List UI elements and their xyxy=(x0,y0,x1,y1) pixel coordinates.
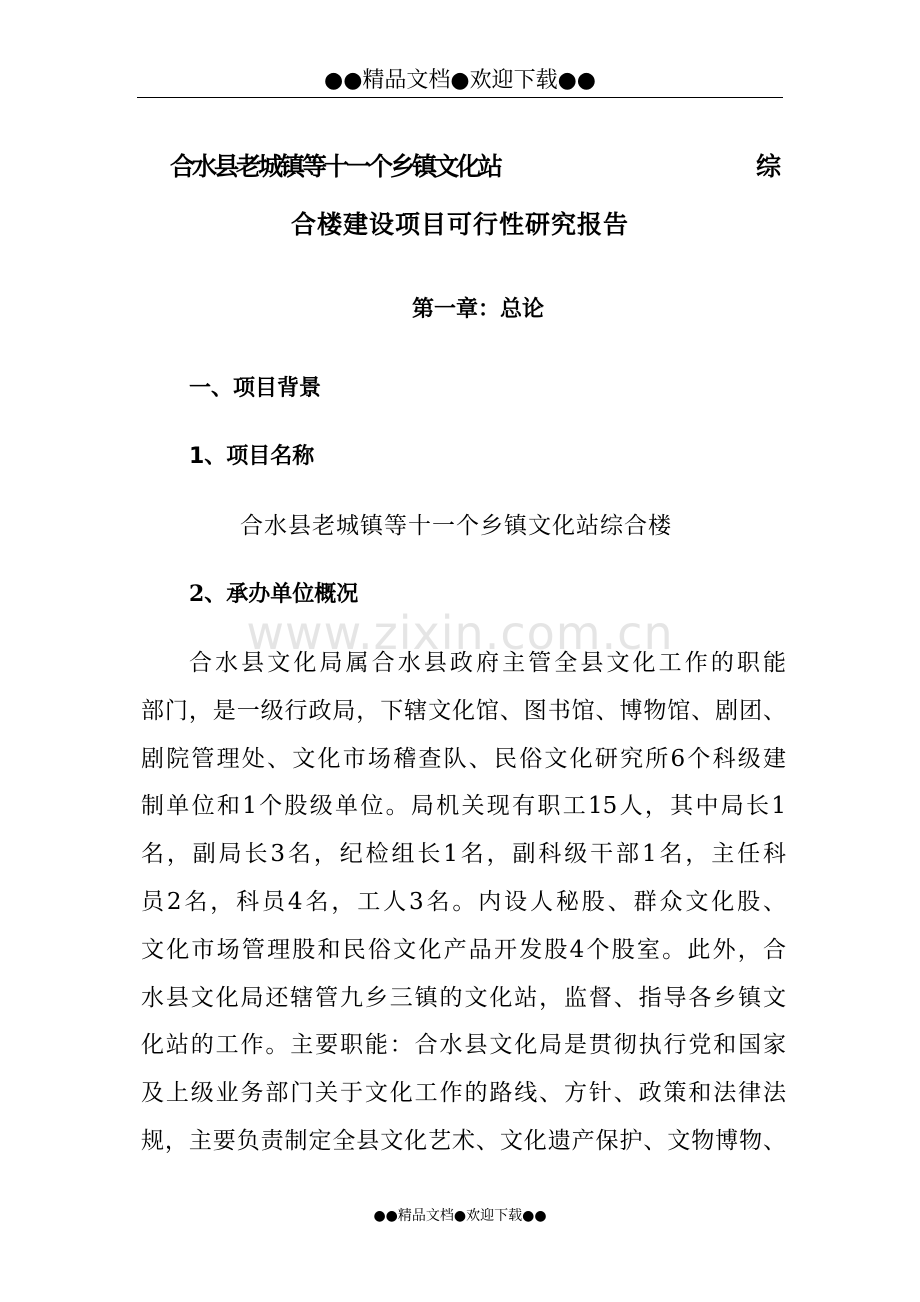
document-title-line1: 合水县老城镇等十一个乡镇文化站 xyxy=(170,152,501,181)
paragraph-line: 规，主要负责制定全县文化艺术、文化遗产保护、文物博物、 xyxy=(141,1127,786,1154)
watermark: www.zixin.com.cn xyxy=(246,606,674,660)
paragraph-line: 制单位和1个股级单位。局机关现有职工15人，其中局长1 xyxy=(141,793,786,820)
paragraph-line: 文化市场管理股和民俗文化产品开发股4个股室。此外，合 xyxy=(141,936,786,963)
page-header: ●●精品文档●欢迎下载●● xyxy=(324,68,596,93)
paragraph-line: 合水县文化局属合水县政府主管全县文化工作的职能 xyxy=(189,650,786,676)
section-heading-project-background: 一、项目背景 xyxy=(189,376,322,401)
paragraph-line: 名，副局长3名，纪检组长1名，副科级干部1名，主任科 xyxy=(141,841,786,868)
subsection-heading-project-name: 1、项目名称 xyxy=(189,444,315,469)
paragraph-line: 员2名，科员4名，工人3名。内设人秘股、群众文化股、 xyxy=(141,888,786,915)
page-footer: ●●精品文档●欢迎下载●● xyxy=(373,1208,547,1224)
paragraph-line: 水县文化局还辖管九乡三镇的文化站，监督、指导各乡镇文 xyxy=(141,984,786,1011)
document-title-line1-end: 综 xyxy=(756,152,782,181)
paragraph-line: 剧院管理处、文化市场稽查队、民俗文化研究所6个科级建 xyxy=(141,745,786,772)
paragraph-line: 化站的工作。主要职能：合水县文化局是贯彻执行党和国家 xyxy=(141,1032,786,1059)
paragraph-line: 部门，是一级行政局，下辖文化馆、图书馆、博物馆、剧团、 xyxy=(141,697,786,724)
project-name-text: 合水县老城镇等十一个乡镇文化站综合楼 xyxy=(240,513,672,539)
paragraph-line: 及上级业务部门关于文化工作的路线、方针、政策和法律法 xyxy=(141,1080,786,1107)
header-divider xyxy=(137,97,783,98)
document-title-line2: 合楼建设项目可行性研究报告 xyxy=(290,210,629,239)
organizer-overview-paragraph xyxy=(141,644,786,1170)
chapter-heading: 第一章：总论 xyxy=(411,297,544,322)
subsection-heading-organizer-overview: 2、承办单位概况 xyxy=(189,581,359,607)
